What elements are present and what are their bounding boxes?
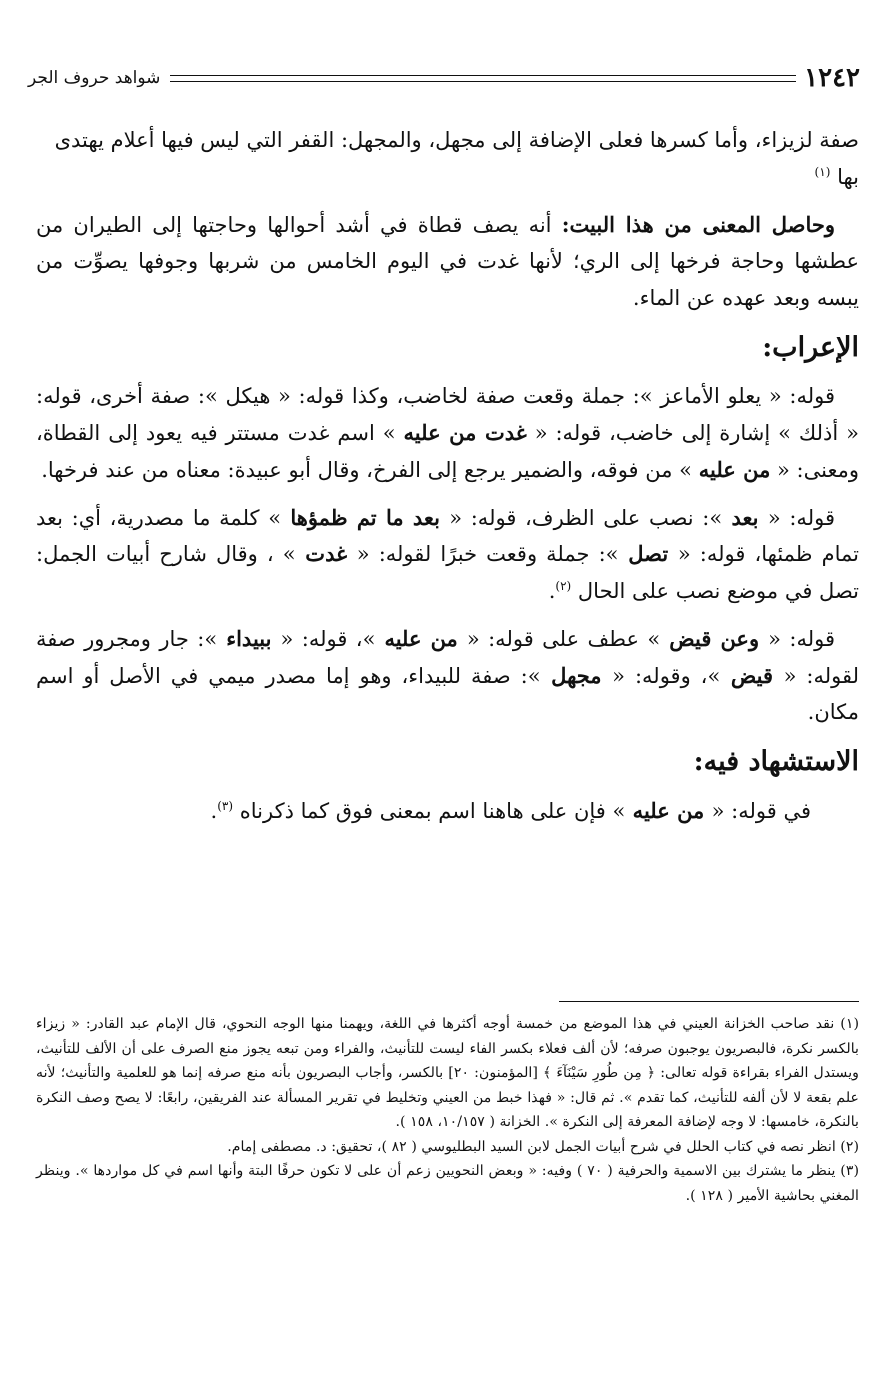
- bold-term: تصل: [618, 541, 678, 567]
- irab-text: »: صفة للبيداء، وهو إما مصدر ميمي في الأصل أو اسم مكان.: [36, 663, 859, 725]
- heading-irab: الإعراب:: [762, 331, 859, 363]
- header-rule: [170, 75, 796, 82]
- footnote-3: (٣) ينظر ما يشترك بين الاسمية والحرفية ( ٧٠ ) وفيه: « وبعض النحويين زعم أن على لا تكون حرفًا البتة وأنها اسم في كل مواردها ». وينظر المغني بحاشية الأمير ( ١٢٨ ).: [36, 1163, 859, 1204]
- bold-term: من عليه: [375, 625, 467, 651]
- running-header: [28, 58, 860, 98]
- meaning-text: أنه يصف قطاة في أشد أحوالها وحاجتها إلى الطيران من عطشها وحاجة فرخها إلى الري؛ لأنها غدت في اليوم الخامس من شربها وجوفها يصوِّت من يبسه وبعد عهده عن الماء.: [36, 212, 859, 310]
- main-text: [36, 122, 859, 840]
- irab-text: » كلمة ما مصدرية، أي: بعد تمام ظمئها، قوله: «: [36, 505, 859, 567]
- footnote-2: (٢) انظر نصه في كتاب الحلل في شرح أبيات الجمل لابن السيد البطليوسي ( ٨٢ )، تحقيق: د. مصطفى إمام.: [227, 1138, 859, 1155]
- bold-term: بعد: [722, 504, 768, 530]
- paragraph-irab-3: [36, 621, 859, 731]
- paragraph-irab-1: [36, 378, 859, 488]
- bold-term: من عليه: [698, 456, 771, 482]
- shahid-text: في قوله: «: [711, 798, 811, 823]
- irab-text: » ، وقال شارح أبيات الجمل: تصل في موضع نصب على الحال: [36, 542, 859, 603]
- paragraph-meaning: [36, 207, 859, 317]
- irab-text: » من فوقه، والضمير يرجع إلى الفرخ، وقال أبو عبيدة: معناه من عند فرخها.: [41, 457, 699, 482]
- shahid-text: » فإن على هاهنا اسم بمعنى فوق كما ذكرناه: [239, 798, 626, 823]
- paragraph-irab-2: قوله: « بعد »: نصب على الظرف، قوله: « بعد ما تم ظمؤها » كلمة ما مصدرية، أي: بعد تمام ظمئها، قوله: « تصل »: جملة وقعت خبرًا لقوله: « غدت » ، وقال شارح أبيات الجمل: تصل في موضع نصب على الحال $^{(٢)}$.: [36, 504, 859, 603]
- page-number: ١٢٤٢: [804, 63, 860, 93]
- irab-text: قوله: « يعلو الأماعز »: جملة وقعت صفة لخاضب، وكذا قوله: « هيكل »: صفة أخرى، قوله: « أذلك » إشارة إلى خاضب، قوله: «: [36, 384, 859, 445]
- paragraph-shahid: في قوله: « من عليه » فإن على هاهنا اسم بمعنى فوق كما ذكرناه $^{(٣)}$.: [210, 797, 811, 823]
- bold-term: غدت من عليه: [403, 420, 527, 445]
- bold-term: غدت: [295, 541, 357, 567]
- irab-text: » عطف على قوله: «: [466, 626, 661, 651]
- footnote-separator: [559, 1001, 859, 1002]
- bold-term: ببيداء: [217, 625, 281, 651]
- footnote-ref-2: (٢): [555, 579, 572, 593]
- footnote-1: (١) نقد صاحب الخزانة العيني في هذا الموضع من خمسة أوجه أكثرها في اللغة، ويهمنا منها الوجه النحوي، قال الإمام عبد القادر: « زيزاء بالكسر نكرة، فالبصريون يوجبون صرفه؛ لأن ألف فعلاء بكسر الفاء ليست للتأنيث، والفراء ومن تبعه يجوز منع الصرف على أن الألف للتأنيث، ويستدل الفراء بقراءة قوله تعالى: ﴿ مِن طُورِ سَيْنَآءَ ﴾ [المؤمنون: ٢٠] بالكسر، وأجاب البصريون بأنه منع صرفه إنما هو للعلمية والتأنيث؛ لأنه علم بقعة لا لأن ألفه للتأنيث، كما تقدم ». ثم قال: « فهذا خبط من العيني وتخليط في تقرير المسألة عند الفريقين، رابعًا: لا يصح وصف النكرة بالنكرة، خامسها: لا وجه لإضافة المعرفة إلى النكرة ». الخزانة ( ١٠/١٥٧، ١٥٨ ).: [36, 1016, 859, 1131]
- bold-term: مجهل: [540, 662, 613, 688]
- paragraph-1: [36, 122, 859, 196]
- irab-text: قوله: «: [767, 505, 835, 530]
- footnotes: [36, 1012, 859, 1209]
- meaning-lead: وحاصل المعنى من هذا البيت:: [561, 211, 835, 237]
- bold-term: وعن قيض: [660, 625, 769, 651]
- irab-text: »: جار ومجرور صفة لقوله: «: [36, 626, 859, 688]
- irab-text: » اسم غدت مستتر فيه يعود إلى القطاة، ومعنى: «: [36, 421, 859, 482]
- irab-text: قوله: «: [768, 626, 836, 651]
- irab-text: »: جملة وقعت خبرًا لقوله: «: [356, 542, 619, 567]
- running-title: شواهد حروف الجر: [28, 68, 161, 88]
- paragraph-text: صفة لزيزاء، وأما كسرها فعلى الإضافة إلى مجهل، والمجهل: القفر التي ليس فيها أعلام يهتدى بها: [54, 128, 859, 189]
- bold-term: بعد ما تم ظمؤها: [281, 504, 450, 530]
- irab-text: »، وقوله: «: [612, 663, 721, 688]
- heading-shahid: الاستشهاد فيه:: [693, 746, 859, 777]
- bold-term: من عليه: [625, 797, 712, 823]
- footnote-ref-1: (١): [814, 164, 831, 179]
- footnote-ref-3: (٣): [217, 798, 234, 813]
- irab-text: »، قوله: «: [280, 626, 376, 651]
- bold-term: قيض: [720, 662, 784, 688]
- irab-text: »: نصب على الظرف، قوله: «: [449, 505, 723, 530]
